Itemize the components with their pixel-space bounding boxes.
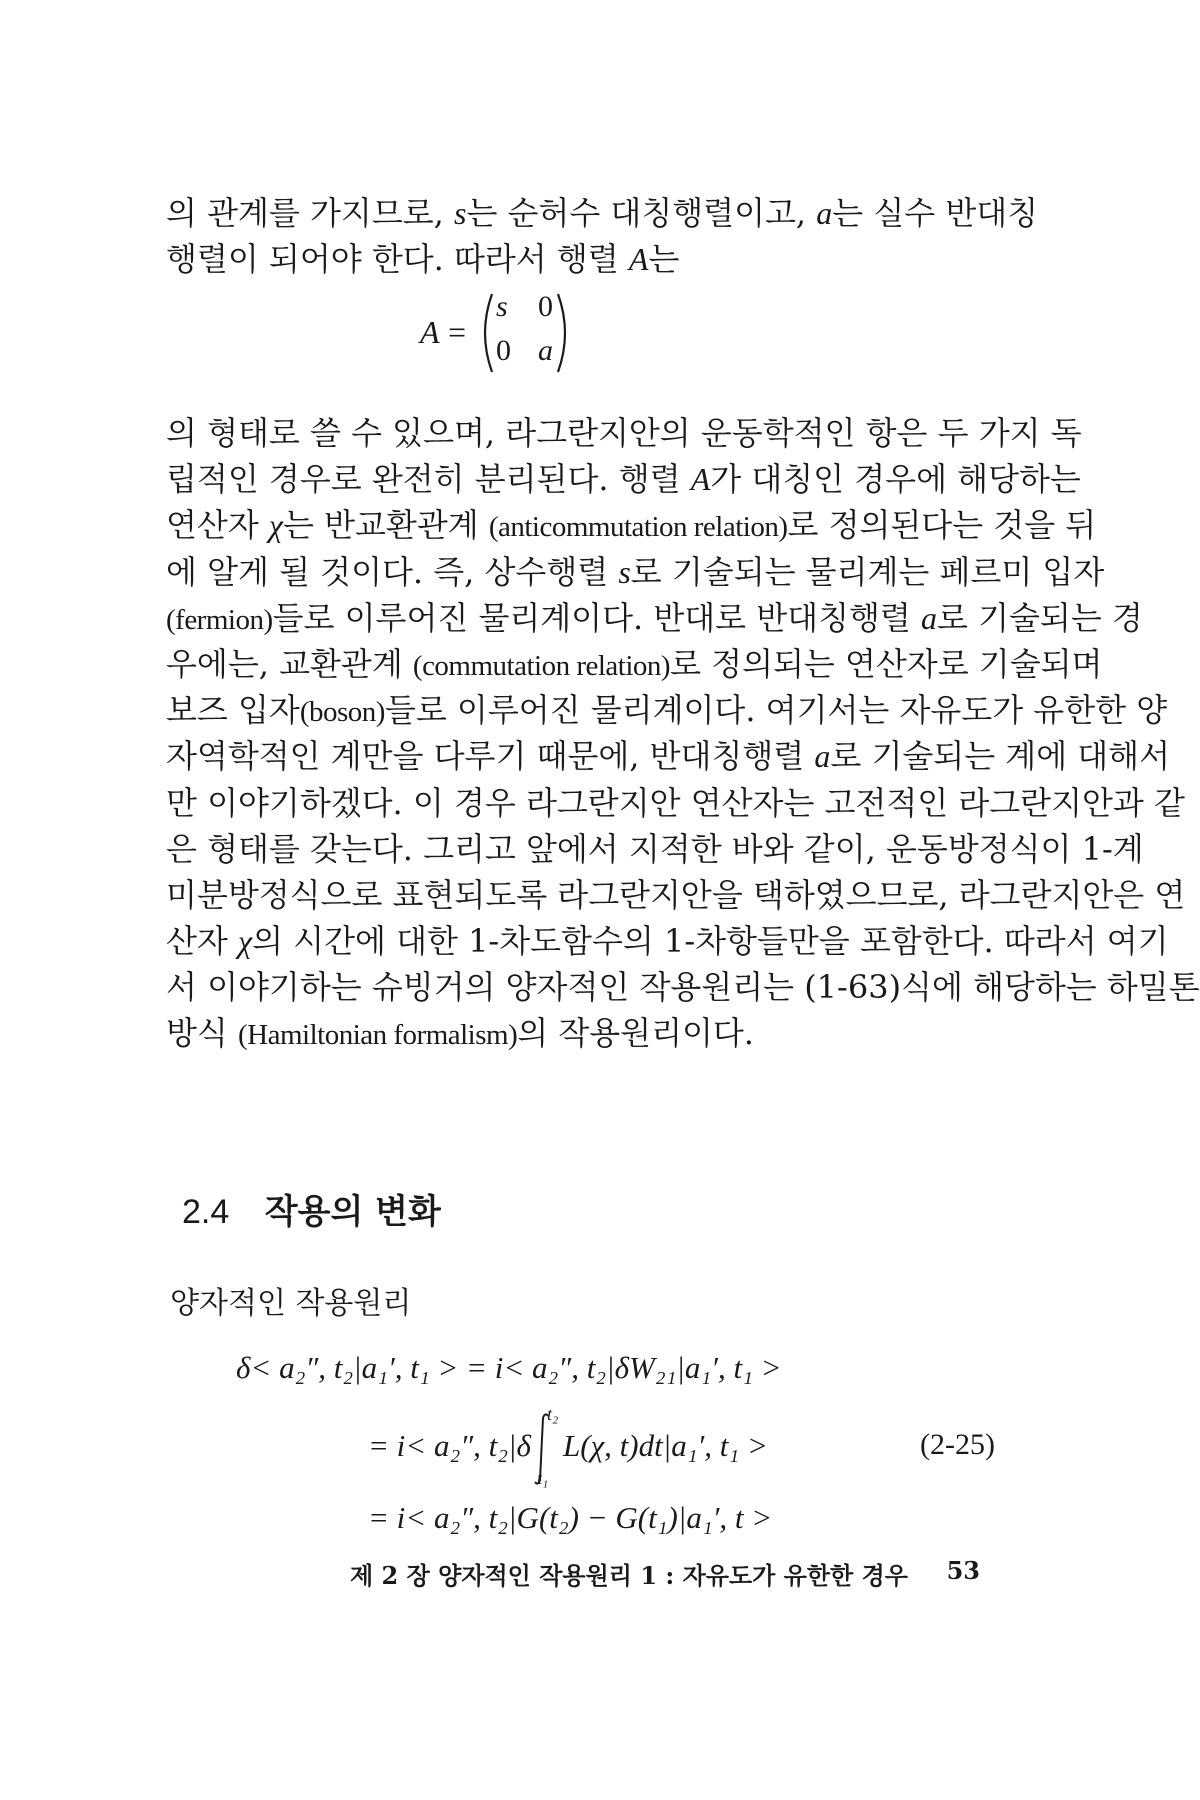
footer-chapter-title: 제 2 장 양자적인 작용원리 1 : 자유도가 유한한 경우 [350,1561,908,1590]
matrix-equals: = [448,314,467,350]
matrix-cell-22: a [538,334,553,367]
paragraph-1 [166,190,1039,282]
section-number: 2.4 [182,1193,230,1231]
page-footer [350,1556,980,1591]
equation-line-2: = i< a₂″, t₂|δ t₂ t₁ L(χ, t)dt|a₁′, t₁ > [368,1403,768,1488]
paragraph-2-line-5: (fermion)들로 이루어진 물리계이다. 반대로 반대칭행렬 a로 기술되는 경 [166,598,1143,637]
paragraph-1-line-1: 의 관계를 가지므로, s는 순허수 대칭행렬이고, a는 실수 반대칭 [166,194,1039,232]
paragraph-2-line-14: 방식 (Hamiltonian formalism)의 작용원리이다. [166,1014,754,1053]
left-paren-icon [474,292,496,374]
paragraph-2-line-1: 의 형태로 쓸 수 있으며, 라그란지안의 운동학적인 항은 두 가지 독 [166,414,1082,452]
equation-line-1: δ< a₂″, t₂|a₁′, t₁ > = i< a₂″, t₂|δW₂₁|a₁′, t₁ > [236,1350,782,1385]
paragraph-1-line-2: 행렬이 되어야 한다. 따라서 행렬 A는 [166,240,680,279]
paragraph-2-line-10: 은 형태를 갖는다. 그리고 앞에서 지적한 바와 같이, 운동방정식이 1-계 [166,829,1144,868]
paragraph-2-line-7: 보즈 입자(boson)들로 이루어진 물리계이다. 여기서는 자유도가 유한한 양 [166,691,1168,730]
matrix-cell-11: s [496,290,508,323]
paragraph-2-line-8: 자역학적인 계만을 다루기 때문에, 반대칭행렬 a로 기술되는 계에 대해서 [166,737,1171,776]
section-heading [182,1184,441,1233]
matrix-cell-21: 0 [496,334,511,367]
integral-sign [531,1403,563,1488]
paragraph-2-line-4: 에 알게 될 것이다. 즉, 상수행렬 s로 기술되는 물리계는 페르미 입자 [166,552,1105,591]
equation-number: (2-25) [920,1428,995,1461]
subheading: 양자적인 작용원리 [170,1286,412,1321]
matrix-lhs: A [420,314,440,350]
equation-line-3: = i< a₂″, t₂|G(t₂) − G(t₁)|a₁′, t > [368,1500,773,1535]
matrix-equation [420,288,620,378]
integral-lower-limit: t₁ [536,1467,549,1488]
paragraph-2-line-12: 산자 χ의 시간에 대한 1-차도함수의 1-차항들만을 포함한다. 따라서 여기 [166,922,1169,961]
paragraph-2-line-13: 서 이야기하는 슈빙거의 양자적인 작용원리는 (1-63)식에 해당하는 하밀톤 [166,968,1200,1007]
paragraph-2-line-9: 만 이야기하겠다. 이 경우 라그란지안 연산자는 고전적인 라그란지안과 같 [166,783,1185,822]
paragraph-2-line-6: 우에는, 교환관계 (commutation relation)로 정의되는 연산자로 기술되며 [166,644,1103,683]
paragraph-2 [166,410,1200,1057]
matrix-cell-12: 0 [538,290,553,323]
right-paren-icon [554,292,576,374]
paragraph-2-line-11: 미분방정식으로 표현되도록 라그란지안을 택하였으므로, 라그란지안은 연 [166,875,1186,914]
section-title-text: 작용의 변화 [264,1192,441,1232]
integral-upper-limit: t₂ [546,1403,559,1424]
paragraph-2-line-2: 립적인 경우로 완전히 분리된다. 행렬 A가 대칭인 경우에 해당하는 [166,460,1081,499]
page-number: 53 [946,1556,980,1585]
paragraph-2-line-3: 연산자 χ는 반교환관계 (anticommutation relation)로 정의된다는 것을 뒤 [166,506,1097,545]
